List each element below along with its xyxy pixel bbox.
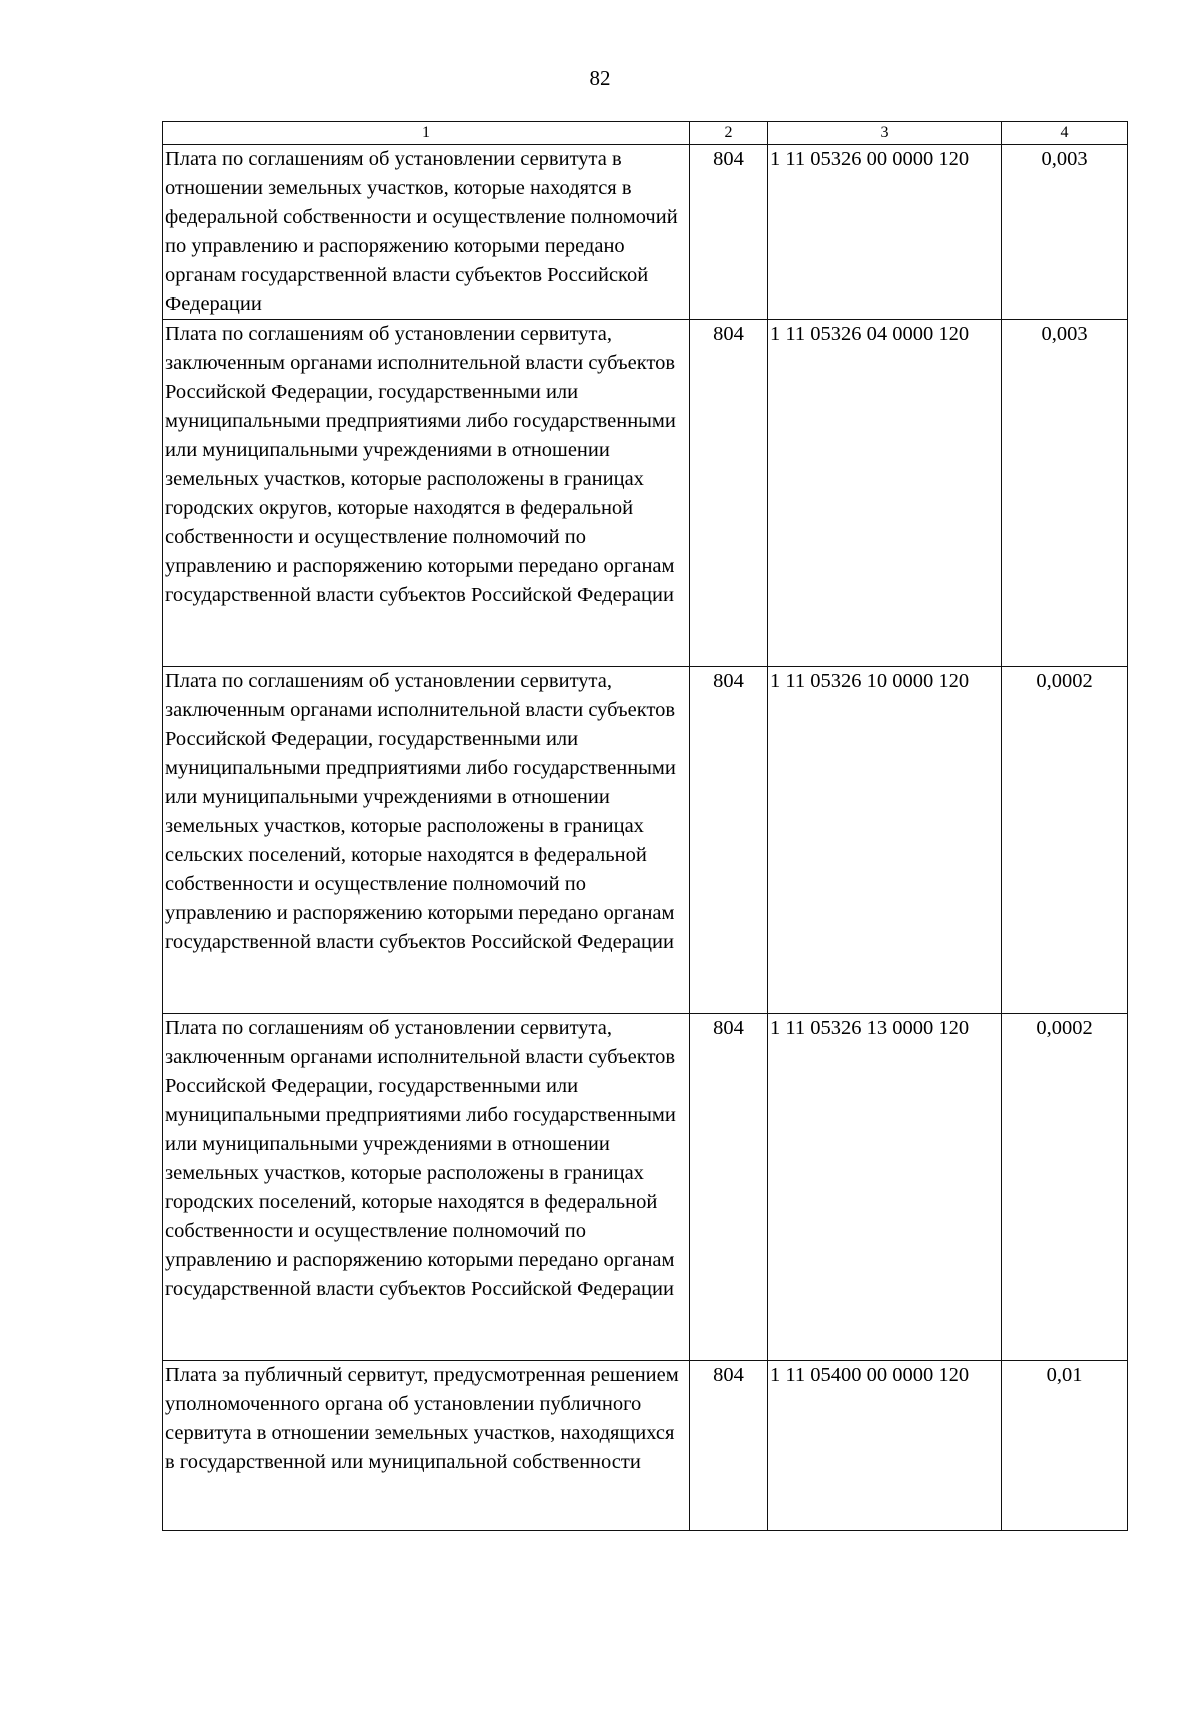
admin-code: 804 bbox=[690, 1361, 768, 1531]
table-row bbox=[163, 1361, 1128, 1531]
column-header-3: 3 bbox=[768, 122, 1002, 145]
table-body bbox=[163, 145, 1128, 1531]
revenue-description: Плата по соглашениям об установлении сервитута, заключенным органами исполнительной власти субъектов Российской Федерации, государственными или муниципальными предприятиями либо государственными или муниципальными учреждениями в отношении земельных участков, которые расположены в границах сельских поселений, которые находятся в федеральной собственности и осуществление полномочий по управлению и распоряжению которыми передано органам государственной власти субъектов Российской Федерации bbox=[163, 667, 690, 1014]
norm-value: 0,0002 bbox=[1002, 667, 1128, 1014]
table-row bbox=[163, 320, 1128, 667]
revenue-description: Плата по соглашениям об установлении сервитута, заключенным органами исполнительной власти субъектов Российской Федерации, государственными или муниципальными предприятиями либо государственными или муниципальными учреждениями в отношении земельных участков, которые расположены в границах городских поселений, которые находятся в федеральной собственности и осуществление полномочий по управлению и распоряжению которыми передано органам государственной власти субъектов Российской Федерации bbox=[163, 1014, 690, 1361]
page-number: 82 bbox=[589, 66, 611, 90]
table-row bbox=[163, 1014, 1128, 1361]
admin-code: 804 bbox=[690, 1014, 768, 1361]
revenue-description: Плата за публичный сервитут, предусмотренная решением уполномоченного органа об установлении публичного сервитута в отношении земельных участков, находящихся в государственной или муниципальной собственности bbox=[163, 1361, 690, 1531]
admin-code: 804 bbox=[690, 320, 768, 667]
budget-classification-code: 1 11 05326 13 0000 120 bbox=[768, 1014, 1002, 1361]
budget-classification-code: 1 11 05326 10 0000 120 bbox=[768, 667, 1002, 1014]
table-row bbox=[163, 667, 1128, 1014]
norm-value: 0,003 bbox=[1002, 320, 1128, 667]
column-header-4: 4 bbox=[1002, 122, 1128, 145]
table-row bbox=[163, 145, 1128, 320]
admin-code: 804 bbox=[690, 667, 768, 1014]
norm-value: 0,0002 bbox=[1002, 1014, 1128, 1361]
revenue-table bbox=[162, 121, 1128, 1531]
budget-classification-code: 1 11 05326 04 0000 120 bbox=[768, 320, 1002, 667]
budget-classification-code: 1 11 05326 00 0000 120 bbox=[768, 145, 1002, 320]
revenue-description: Плата по соглашениям об установлении сервитута, заключенным органами исполнительной власти субъектов Российской Федерации, государственными или муниципальными предприятиями либо государственными или муниципальными учреждениями в отношении земельных участков, которые расположены в границах городских округов, которые находятся в федеральной собственности и осуществление полномочий по управлению и распоряжению которыми передано органам государственной власти субъектов Российской Федерации bbox=[163, 320, 690, 667]
norm-value: 0,01 bbox=[1002, 1361, 1128, 1531]
header-row bbox=[163, 122, 1128, 145]
column-header-2: 2 bbox=[690, 122, 768, 145]
column-header-1: 1 bbox=[163, 122, 690, 145]
norm-value: 0,003 bbox=[1002, 145, 1128, 320]
table-header bbox=[163, 122, 1128, 145]
admin-code: 804 bbox=[690, 145, 768, 320]
revenue-description: Плата по соглашениям об установлении сервитута в отношении земельных участков, которые находятся в федеральной собственности и осуществление полномочий по управлению и распоряжению которыми передано органам государственной власти субъектов Российской Федерации bbox=[163, 145, 690, 320]
budget-classification-code: 1 11 05400 00 0000 120 bbox=[768, 1361, 1002, 1531]
